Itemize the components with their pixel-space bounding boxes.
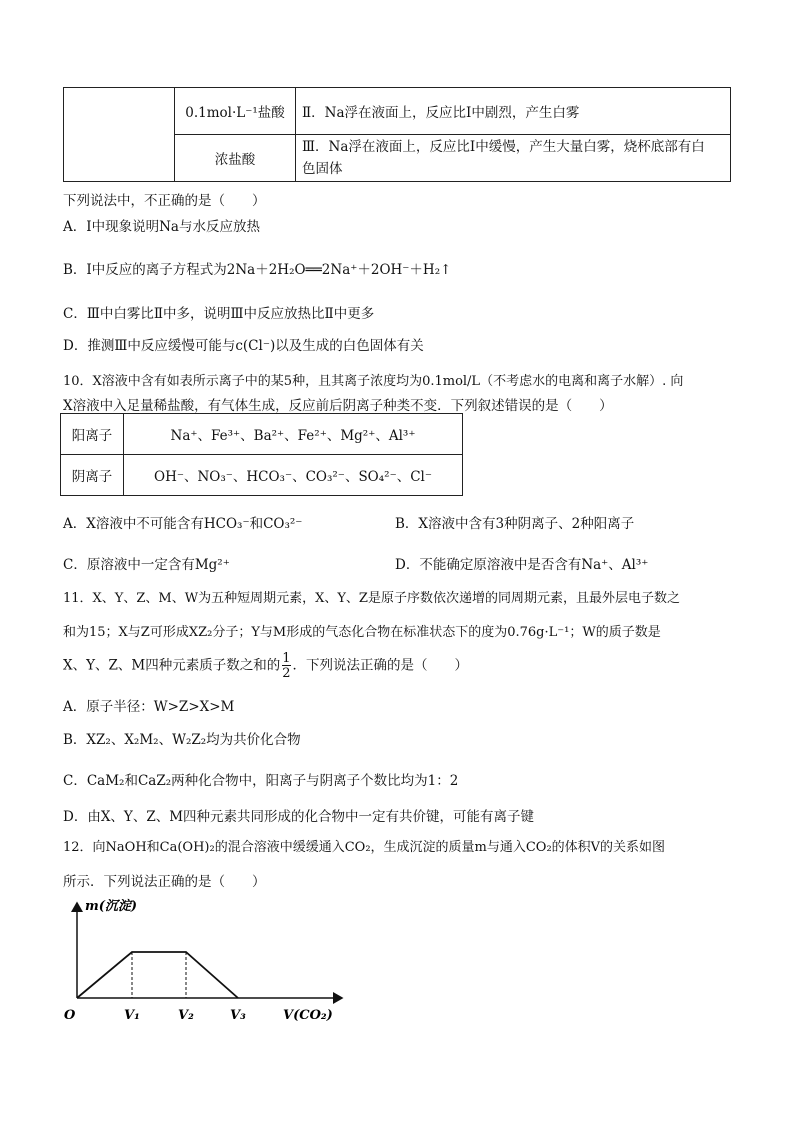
q12-stem-line2: 所示．下列说法正确的是（ ） <box>63 874 266 890</box>
q11-option-d: D．由X、Y、Z、M四种元素共同形成的化合物中一定有共价键，可能有离子键 <box>63 809 535 825</box>
q10-stem-line2: X溶液中入足量稀盐酸，有气体生成，反应前后阴离子种类不变．下列叙述错误的是（ ） <box>63 398 613 414</box>
reagent-cell: 浓盐酸 <box>175 135 296 182</box>
q10-option-c: C．原溶液中一定含有Mg²⁺ <box>63 557 230 573</box>
q11-stem-line2: 和为15；X与Z可形成XZ₂分子；Y与M形成的气态化合物在标准状态下的度为0.76g·L⁻¹；W的质子数是 <box>63 625 661 640</box>
q11-option-a: A．原子半径：W>Z>X>M <box>63 699 235 715</box>
ion-table <box>60 413 463 496</box>
y-axis-label: m(沉淀) <box>85 899 138 914</box>
x-tick-label: V₂ <box>178 1008 194 1023</box>
fraction-denominator: 2 <box>282 666 291 681</box>
experiment-table <box>63 87 731 182</box>
q10-option-b: B．X溶液中含有3种阴离子、2种阳离子 <box>395 516 635 532</box>
q11-text: ．下列说法正确的是（ ） <box>292 657 469 674</box>
table-merged-cell <box>64 88 175 182</box>
q11-text: X、Y、Z、M四种元素质子数之和的 <box>63 657 281 674</box>
q12-stem-line1: 12．向NaOH和Ca(OH)₂的混合溶液中缓缓通入CO₂，生成沉淀的质量m与通入CO₂的体积V的关系如图 <box>63 840 666 855</box>
q10-option-d: D．不能确定原溶液中是否含有Na⁺、Al³⁺ <box>395 557 649 573</box>
q11-option-c: C．CaM₂和CaZ₂两种化合物中，阳离子与阴离子个数比均为1：2 <box>63 773 459 789</box>
q11-stem-line3 <box>63 652 468 680</box>
reagent-cell: 0.1mol·L⁻¹盐酸 <box>175 88 296 135</box>
one-half-fraction <box>282 652 290 680</box>
precipitate-curve <box>77 952 238 998</box>
q9-option-b: B．Ⅰ中反应的离子方程式为2Na＋2H₂O══2Na⁺＋2OH⁻＋H₂↑ <box>63 262 452 278</box>
observation-cell <box>296 135 731 182</box>
observation-line: Ⅲ．Na浮在液面上，反应比Ⅰ中缓慢，产生大量白雾，烧杯底部有白 <box>302 139 705 155</box>
ion-label-cell: 阳离子 <box>61 414 124 455</box>
x-tick-label: V₁ <box>124 1008 140 1023</box>
origin-label: O <box>64 1008 76 1023</box>
ion-label-cell: 阴离子 <box>61 455 124 496</box>
q9-option-a: A．Ⅰ中现象说明Na与水反应放热 <box>63 219 260 235</box>
q11-option-b: B．XZ₂、X₂M₂、W₂Z₂均为共价化合物 <box>63 732 301 748</box>
observation-cell: Ⅱ．Na浮在液面上，反应比Ⅰ中剧烈，产生白雾 <box>296 88 731 135</box>
ion-list-cell: OH⁻、NO₃⁻、HCO₃⁻、CO₃²⁻、SO₄²⁻、Cl⁻ <box>124 455 463 496</box>
ion-list-cell: Na⁺、Fe³⁺、Ba²⁺、Fe²⁺、Mg²⁺、Al³⁺ <box>124 414 463 455</box>
q11-stem-line1: 11．X、Y、Z、M、W为五种短周期元素，X、Y、Z是原子序数依次递增的同周期元素，且最外层电子数之 <box>63 591 680 606</box>
precipitate-chart <box>60 895 350 1030</box>
q10-option-a: A．X溶液中不可能含有HCO₃⁻和CO₃²⁻ <box>63 516 303 532</box>
x-axis-label: V(CO₂) <box>283 1008 333 1023</box>
q10-stem-line1: 10．X溶液中含有如表所示离子中的某5种，且其离子浓度均为0.1mol/L（不考虑水的电离和离子水解）. 向 <box>63 374 684 389</box>
q9-option-d: D．推测Ⅲ中反应缓慢可能与c(Cl⁻)以及生成的白色固体有关 <box>63 338 424 354</box>
q9-option-c: C．Ⅲ中白雾比Ⅱ中多，说明Ⅲ中反应放热比Ⅱ中更多 <box>63 306 375 322</box>
fraction-numerator: 1 <box>282 651 291 666</box>
q9-stem: 下列说法中，不正确的是（ ） <box>63 193 266 209</box>
observation-line: 色固体 <box>302 161 343 177</box>
x-tick-label: V₃ <box>230 1008 246 1023</box>
